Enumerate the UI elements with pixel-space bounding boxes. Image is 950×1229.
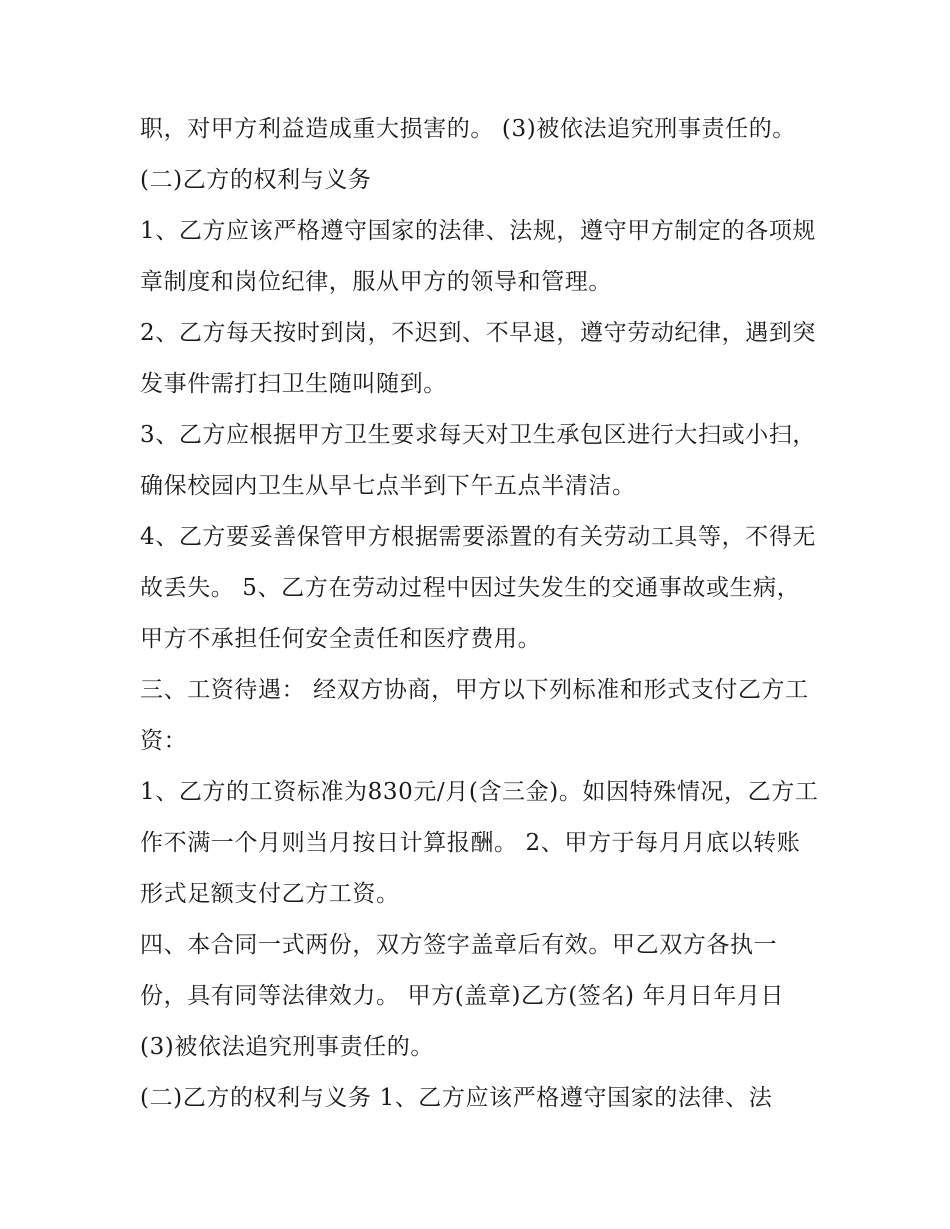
paragraph-wages-heading: 三、工资待遇： 经双方协商，甲方以下列标准和形式支付乙方工资： [140,677,809,754]
paragraph-wages-terms: 1、乙方的工资标准为830元/月(含三金)。如因特殊情况，乙方工作不满一个月则当月按日计算报酬。 2、甲方于每月月底以转账形式足额支付乙方工资。 [140,779,819,907]
paragraph-obligation-4-5: 4、乙方要妥善保管甲方根据需要添置的有关劳动工具等，不得无故丢失。 5、乙方在劳动过程中因过失发生的交通事故或生病，甲方不承担任何安全责任和医疗费用。 [140,524,817,652]
paragraph-obligation-3: 3、乙方应根据甲方卫生要求每天对卫生承包区进行大扫或小扫，确保校园内卫生从早七点半到下午五点半清洁。 [140,422,817,499]
paragraph-obligation-2: 2、乙方每天按时到岗，不迟到、不早退，遵守劳动纪律，遇到突发事件需打扫卫生随叫随到。 [140,320,817,397]
paragraph-obligation-1: 1、乙方应该严格遵守国家的法律、法规，遵守甲方制定的各项规章制度和岗位纪律，服从甲方的领导和管理。 [140,218,817,295]
document-body [140,104,820,1124]
paragraph-contract-copies: 四、本合同一式两份，双方签字盖章后有效。甲乙双方各执一份，具有同等法律效力。 甲方(盖章)乙方(签名) 年月日年月日 (3)被依法追究刑事责任的。 [140,932,785,1060]
paragraph-rights-duties-repeat: (二)乙方的权利与义务 1、乙方应该严格遵守国家的法律、法 [140,1085,773,1111]
paragraph-termination-clause: 职，对甲方利益造成重大损害的。 (3)被依法追究刑事责任的。 (二)乙方的权利与义务 [140,116,796,193]
